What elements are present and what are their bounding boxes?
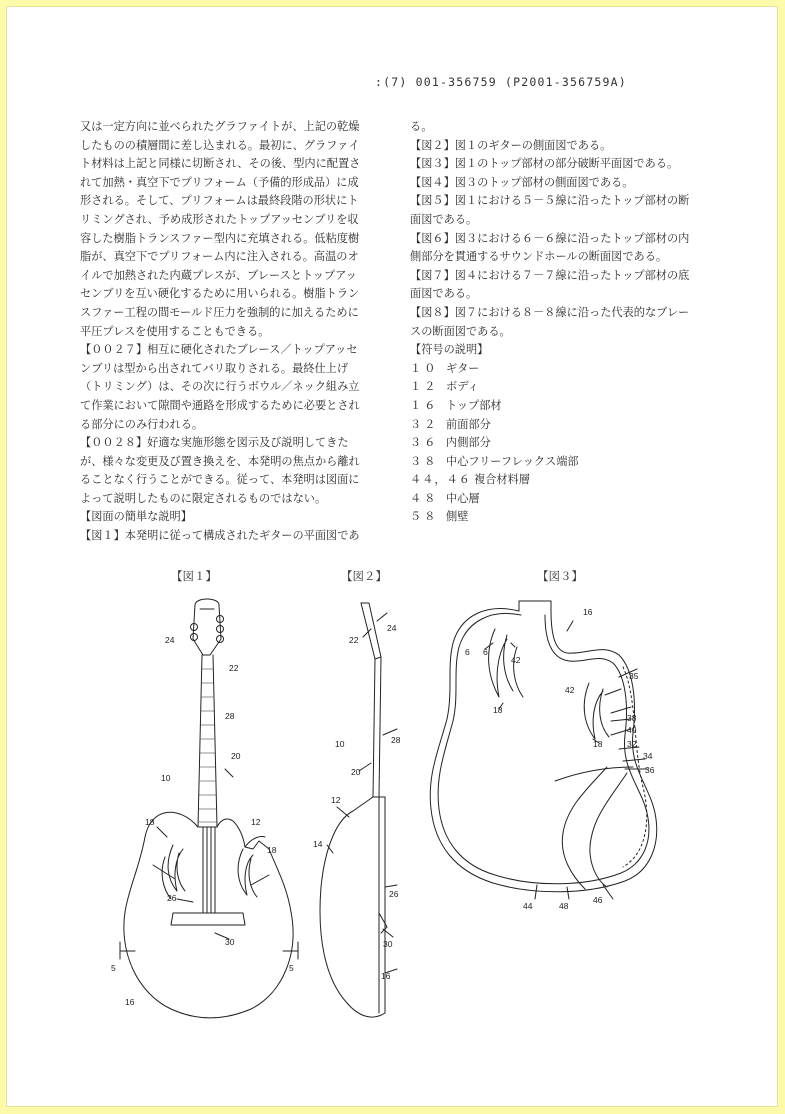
ref-numeral: 5 — [289, 963, 294, 973]
ref-numeral: 6 — [483, 647, 488, 657]
symbol-label: 前面部分 — [446, 417, 491, 431]
symbol-label: 側壁 — [446, 510, 469, 524]
paragraph-0027: 【００２７】相互に硬化されたブレース／トップアッセ — [80, 343, 358, 357]
side-neck — [373, 657, 381, 797]
text-line: 【図３】図１のトップ部材の部分破断平面図である。 — [410, 157, 679, 171]
symbol-number: ３６ — [410, 436, 439, 450]
section-notch — [519, 601, 551, 611]
cutaway-layer-boundary-2 — [562, 767, 607, 889]
ref-numeral: 38 — [627, 713, 637, 723]
ref-numeral: 16 — [583, 607, 593, 617]
ref-numeral: 14 — [313, 839, 323, 849]
ref-numeral: 28 — [225, 711, 235, 721]
ref-numeral: 28 — [391, 735, 401, 745]
ref-numeral: 26 — [167, 893, 177, 903]
symbol-label: 複合材料層 — [474, 473, 530, 487]
ref-numeral: 18 — [493, 705, 503, 715]
figure-1-guitar-front — [111, 599, 298, 1018]
right-soundhole-leaves — [238, 849, 257, 897]
ref-numeral: 42 — [511, 655, 521, 665]
ref-numeral: 20 — [231, 751, 241, 761]
text-line: 【図７】図４における７－７線に沿ったトップ部材の底 — [410, 268, 690, 282]
text-line: 【図８】図７における８－８線に沿った代表的なブレー — [410, 305, 690, 319]
text-line: 脂が、真空下でプリフォーム内に注入される。高温のオ — [80, 250, 359, 264]
figure-1-title: 【図１】 — [171, 569, 217, 583]
figure-3-title: 【図３】 — [537, 569, 583, 583]
ref-numeral: 18 — [593, 739, 603, 749]
paragraph-0028: 【００２８】好適な実施形態を図示及び説明してきた — [80, 436, 349, 450]
text-line: 【図４】図３のトップ部材の側面図である。 — [410, 175, 634, 189]
text-line: 側部分を貫通するサウンドホールの断面図である。 — [410, 250, 668, 264]
guitar-body-outline — [124, 812, 293, 1018]
ref-numeral: 34 — [643, 751, 653, 761]
ref-numeral: 12 — [251, 817, 261, 827]
text-line: て作業において隙間や通路を形成するために必要とされ — [80, 398, 360, 412]
ref-numeral: 24 — [387, 623, 397, 633]
ref-numeral: 16 — [381, 971, 391, 981]
side-body-outline — [320, 797, 385, 1017]
ref-numeral: 46 — [593, 895, 603, 905]
text-line: 【図５】図１における５－５線に沿ったトップ部材の断 — [410, 194, 690, 208]
figure-2-title: 【図２】 — [341, 569, 387, 583]
brace-line — [555, 767, 633, 781]
ref-numeral: 30 — [383, 939, 393, 949]
publication-number: :(7) 001-356759 (P2001-356759A) — [375, 75, 627, 89]
top-member-outer-outline — [430, 601, 656, 892]
neck — [198, 655, 217, 827]
symbol-label: トップ部材 — [446, 398, 502, 412]
ref-numeral: 40 — [627, 725, 637, 735]
ref-numeral: 6 — [465, 647, 470, 657]
cutaway-layer-boundary-1 — [590, 773, 627, 887]
ref-numeral: 42 — [565, 685, 575, 695]
text-line: 面図である。 — [410, 287, 478, 301]
ref-numeral: 35 — [629, 671, 639, 681]
text-line: ンブリは型から出されてバリ取りされる。最終仕上げ — [80, 361, 349, 375]
text-line: る部分にのみ行われる。 — [80, 417, 204, 431]
text-line: る。 — [410, 120, 433, 133]
text-line: 形される。そして、プリフォームは最終段階の形状にト — [80, 194, 359, 208]
ref-numeral: 16 — [125, 997, 135, 1007]
side-headstock — [361, 603, 381, 659]
ref-numeral: 26 — [389, 889, 399, 899]
text-line: 【図１】本発明に従って構成されたギターの平面図であ — [80, 529, 360, 543]
text-line: スファー工程の間モールド圧力を強制的に加えるために — [80, 305, 359, 319]
text-line: よって説明したものに限定されるものではない。 — [80, 491, 327, 505]
ref-numeral: 22 — [349, 635, 359, 645]
symbol-label: 内側部分 — [446, 436, 491, 450]
figure-2-guitar-side — [313, 603, 401, 1017]
symbol-label: ボディ — [446, 380, 479, 394]
cutaway — [245, 836, 265, 847]
ref-numeral: 18 — [145, 817, 155, 827]
text-line: （トリミング）は、その次に行うボウル／ネック組み立 — [80, 380, 360, 394]
ref-numeral: 30 — [225, 937, 235, 947]
symbol-number: ４８ — [410, 491, 439, 505]
symbol-label: ギター — [446, 361, 480, 375]
symbol-number: １６ — [410, 398, 439, 412]
ref-numeral: 12 — [331, 795, 341, 805]
text-line: 【図６】図３における６－６線に沿ったトップ部材の内 — [410, 231, 690, 245]
ref-numeral: 10 — [161, 773, 171, 783]
soundhole-leaf-lower — [584, 683, 609, 739]
text-line: 【図２】図１のギターの側面図である。 — [410, 138, 612, 152]
text-line: スの断面図である。 — [410, 324, 511, 338]
left-soundhole-leaves — [162, 845, 185, 899]
ref-numeral: 44 — [523, 901, 533, 911]
ref-numeral: 36 — [645, 765, 655, 775]
text-line: ることなく行うことができる。従って、本発明は図面に — [80, 473, 360, 487]
ref-numeral: 22 — [229, 663, 239, 673]
text-line: ト材料は上記と同様に切断され、その後、型内に配置さ — [80, 157, 361, 171]
symbol-number: ５８ — [410, 510, 439, 524]
text-line: 面図である。 — [410, 212, 478, 226]
symbol-number: ３８ — [410, 454, 439, 468]
text-line: 又は一定方向に並べられたグラファイトが、上記の乾燥 — [80, 120, 360, 133]
text-line: れて加熱・真空下でプリフォーム（予備的形成品）に成 — [80, 175, 359, 189]
symbol-label: 中心層 — [446, 491, 480, 505]
text-line: 平圧プレスを使用することもできる。 — [80, 324, 270, 338]
patent-drawings — [7, 7, 779, 1108]
text-line: が、様々な変更及び置き換えを、本発明の焦点から離れ — [80, 454, 360, 468]
ref-numeral: 18 — [267, 845, 277, 855]
figure-3-top-member — [430, 601, 656, 911]
symbol-number: １２ — [410, 380, 439, 394]
bridge — [171, 913, 245, 925]
symbol-number: ３２ — [410, 417, 439, 431]
text-line: したものの積層間に差し込まれる。最初に、グラファイ — [80, 138, 360, 152]
symbol-number: ４４，４６ — [410, 473, 471, 487]
text-line: 容した樹脂トランスファー型内に充填される。低粘度樹 — [80, 231, 360, 245]
ref-numeral: 20 — [351, 767, 361, 777]
ref-numeral: 32 — [627, 739, 637, 749]
symbol-number: １０ — [410, 361, 439, 375]
section-heading-symbols: 【符号の説明】 — [410, 343, 489, 357]
ref-numeral: 48 — [559, 901, 569, 911]
ref-numeral: 5 — [111, 963, 116, 973]
text-line: イルで加熱された内蔵プレスが、ブレースとトップアッ — [80, 268, 357, 282]
patent-page — [6, 6, 778, 1107]
ref-numeral: 24 — [165, 635, 175, 645]
symbol-label: 中心フリーフレックス端部 — [446, 454, 579, 468]
ref-numeral: 10 — [335, 739, 345, 749]
section-heading-drawings: 【図面の簡単な説明】 — [80, 510, 192, 524]
text-line: リミングされ、予め成形されたトップアッセンブリを収 — [80, 212, 359, 226]
text-line: センブリを互い硬化するために用いられる。樹脂トラン — [80, 287, 360, 301]
